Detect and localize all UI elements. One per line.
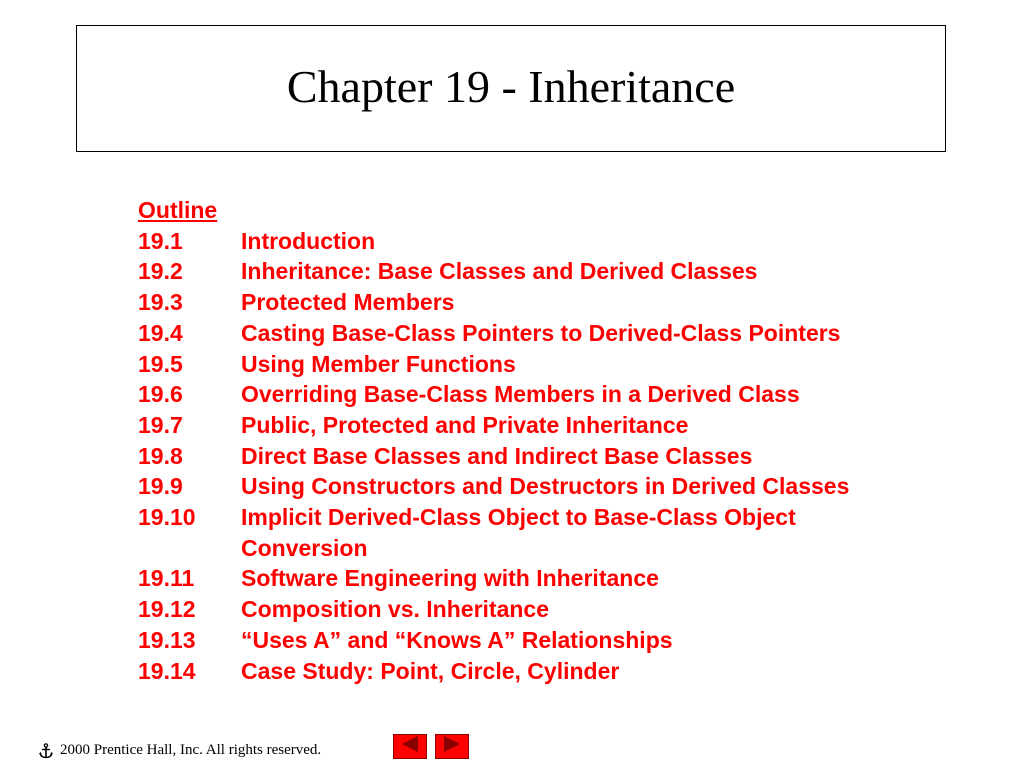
outline-item-text: Conversion — [241, 534, 368, 561]
outline-item-text: Software Engineering with Inheritance — [241, 565, 659, 592]
outline-item-number — [138, 533, 241, 564]
previous-slide-button[interactable] — [393, 734, 427, 759]
outline-item-number: 19.2 — [138, 258, 183, 285]
outline-item-text: Using Constructors and Destructors in Derived Classes — [241, 473, 850, 500]
outline-item — [138, 441, 849, 472]
outline-item-number: 19.7 — [138, 411, 183, 438]
outline-item-number: 19.1 — [138, 227, 183, 254]
footer — [38, 742, 321, 759]
copyright-text: 2000 Prentice Hall, Inc. All rights reserved. — [60, 742, 322, 758]
outline-item-number: 19.11 — [138, 565, 195, 592]
outline-item-text: Overriding Base-Class Members in a Derived Class — [241, 381, 800, 408]
outline-item-text: Public, Protected and Private Inheritance — [241, 411, 689, 438]
outline-item — [138, 226, 849, 257]
outline-item-text: Introduction — [241, 227, 376, 254]
outline-item-number: 19.8 — [138, 442, 183, 469]
outline-item — [138, 625, 849, 656]
outline-item-number: 19.10 — [138, 504, 196, 531]
outline-item-number: 19.4 — [138, 319, 183, 346]
outline-item-text: Inheritance: Base Classes and Derived Classes — [241, 258, 758, 285]
outline-item-number: 19.6 — [138, 381, 183, 408]
triangle-right-icon — [441, 735, 463, 758]
outline-item-number: 19.3 — [138, 289, 183, 316]
outline-item — [138, 594, 849, 625]
outline-item-number: 19.9 — [138, 473, 183, 500]
anchor-icon — [38, 743, 54, 759]
outline-item — [138, 656, 849, 687]
outline-item-number: 19.13 — [138, 626, 196, 653]
slide-title: Chapter 19 - Inheritance — [286, 61, 736, 112]
next-slide-button[interactable] — [435, 734, 469, 759]
outline-item — [138, 349, 849, 380]
outline-item-text: “Uses A” and “Knows A” Relationships — [241, 626, 673, 653]
outline-item — [138, 533, 849, 564]
outline-item-number: 19.14 — [138, 657, 196, 684]
outline-heading: Outline — [138, 197, 218, 223]
outline-item — [138, 379, 849, 410]
outline-item-text: Using Member Functions — [241, 350, 516, 377]
outline-item — [138, 318, 849, 349]
title-box — [76, 25, 946, 152]
outline-item — [138, 410, 849, 441]
outline-item-text: Case Study: Point, Circle, Cylinder — [241, 657, 620, 684]
outline-item — [138, 563, 849, 594]
outline-item-text: Direct Base Classes and Indirect Base Classes — [241, 442, 753, 469]
outline-list — [138, 195, 849, 686]
outline-item — [138, 471, 849, 502]
outline-item — [138, 502, 849, 533]
outline-item-text: Protected Members — [241, 289, 455, 316]
outline-item — [138, 287, 849, 318]
outline-item — [138, 256, 849, 287]
outline-item-number: 19.5 — [138, 350, 183, 377]
outline-item-text: Composition vs. Inheritance — [241, 596, 549, 623]
outline-item-text: Implicit Derived-Class Object to Base-Class Object — [241, 504, 796, 531]
triangle-left-icon — [399, 735, 421, 758]
outline-item-text: Casting Base-Class Pointers to Derived-Class Pointers — [241, 319, 841, 346]
outline-item-number: 19.12 — [138, 596, 196, 623]
